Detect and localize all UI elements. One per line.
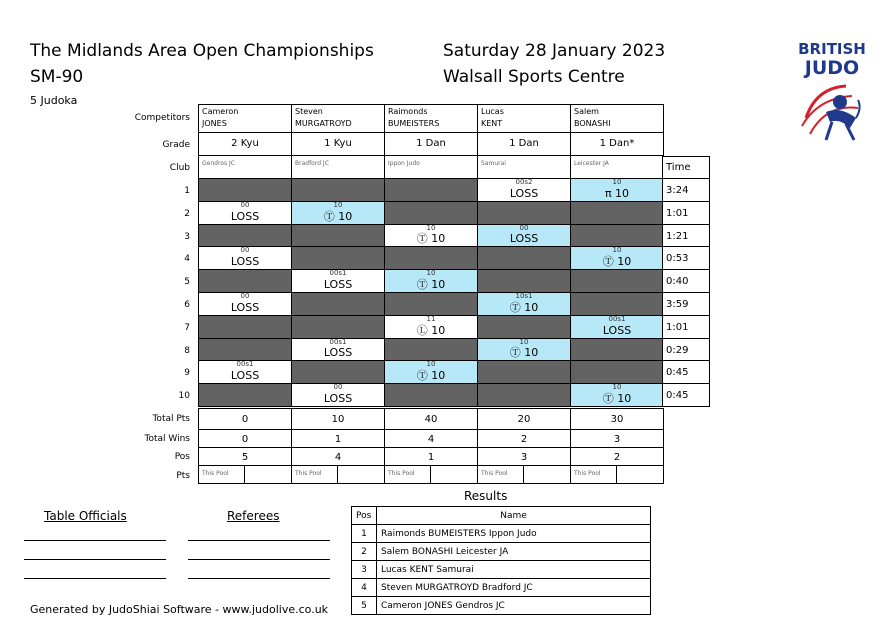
match-cell bbox=[570, 178, 664, 202]
footer-credit: Generated by JudoShiai Software - www.judolive.co.uk bbox=[30, 603, 329, 616]
match-cell bbox=[291, 201, 385, 225]
results-header-row bbox=[352, 507, 651, 525]
signature-line bbox=[188, 578, 330, 579]
competitor-first-name: Steven bbox=[295, 107, 323, 116]
match-cell bbox=[291, 246, 385, 270]
match-score: 00 bbox=[333, 383, 343, 391]
match-score: 10 bbox=[426, 269, 436, 277]
match-result: Ⓣ 10 bbox=[602, 255, 632, 268]
total-pts: 10 bbox=[291, 408, 385, 430]
match-cell bbox=[291, 315, 385, 339]
match-result: LOSS bbox=[323, 346, 353, 359]
results-title: Results bbox=[464, 489, 508, 503]
match-cell bbox=[570, 383, 664, 407]
match-score: 00s1 bbox=[329, 269, 347, 277]
match-cell bbox=[384, 269, 478, 293]
match-result: LOSS bbox=[230, 255, 260, 268]
match-cell bbox=[291, 178, 385, 202]
time-header: Time bbox=[662, 156, 710, 179]
match-cell bbox=[198, 246, 292, 270]
result-pos: 1 bbox=[352, 525, 377, 543]
signature-line bbox=[24, 578, 166, 579]
event-title: The Midlands Area Open Championships bbox=[30, 41, 374, 61]
competitor-name-cell bbox=[198, 104, 292, 133]
result-name: Raimonds BUMEISTERS Ippon Judo bbox=[377, 525, 651, 543]
match-cell bbox=[477, 201, 571, 225]
competitor-grade: 1 Dan bbox=[477, 132, 571, 156]
match-score: 10 bbox=[333, 201, 343, 209]
total-pts: 40 bbox=[384, 408, 478, 430]
match-number: 3 bbox=[184, 232, 190, 242]
match-cell bbox=[384, 178, 478, 202]
event-date: Saturday 28 January 2023 bbox=[443, 41, 666, 61]
label-grade: Grade bbox=[162, 140, 190, 150]
match-cell bbox=[477, 338, 571, 361]
match-cell bbox=[477, 269, 571, 293]
pool-points-divider bbox=[337, 466, 338, 483]
pool-points-divider bbox=[616, 466, 617, 483]
match-number: 1 bbox=[184, 186, 190, 196]
match-result: Ⓣ 10 bbox=[416, 369, 446, 382]
event-venue: Walsall Sports Centre bbox=[443, 67, 625, 87]
match-cell bbox=[198, 292, 292, 316]
match-score: 00s2 bbox=[515, 178, 533, 186]
match-cell bbox=[384, 383, 478, 407]
match-score: 10 bbox=[612, 383, 622, 391]
match-number: 10 bbox=[178, 391, 190, 401]
match-cell bbox=[570, 269, 664, 293]
british-judo-logo bbox=[796, 40, 868, 150]
match-cell bbox=[384, 338, 478, 361]
match-cell bbox=[384, 246, 478, 270]
match-cell bbox=[570, 338, 664, 361]
signature-line bbox=[188, 540, 330, 541]
match-cell bbox=[570, 246, 664, 270]
position: 3 bbox=[477, 447, 571, 466]
match-number: 6 bbox=[184, 300, 190, 310]
judoka-count: 5 Judoka bbox=[30, 94, 78, 107]
match-result: LOSS bbox=[323, 278, 353, 291]
match-score: 10s1 bbox=[515, 292, 533, 300]
match-cell bbox=[477, 224, 571, 247]
results-row bbox=[352, 579, 651, 597]
match-time: 0:45 bbox=[662, 360, 710, 384]
competitor-first-name: Salem bbox=[574, 107, 599, 116]
match-cell bbox=[570, 315, 664, 339]
match-score: 10 bbox=[612, 246, 622, 254]
label-pts: Pts bbox=[176, 471, 190, 481]
match-cell bbox=[291, 224, 385, 247]
results-col-name: Name bbox=[377, 507, 651, 525]
match-cell bbox=[198, 383, 292, 407]
match-result: Ⓣ 10 bbox=[602, 392, 632, 405]
total-wins: 2 bbox=[477, 429, 571, 448]
match-cell bbox=[477, 292, 571, 316]
competitor-club: Samurai bbox=[477, 155, 571, 179]
match-time: 1:21 bbox=[662, 224, 710, 247]
match-time: 1:01 bbox=[662, 315, 710, 339]
competitor-first-name: Raimonds bbox=[388, 107, 428, 116]
match-cell bbox=[384, 201, 478, 225]
match-time: 0:45 bbox=[662, 383, 710, 407]
signature-line bbox=[24, 559, 166, 560]
pool-points-divider bbox=[430, 466, 431, 483]
result-name: Steven MURGATROYD Bradford JC bbox=[377, 579, 651, 597]
competitor-name-cell bbox=[291, 104, 385, 133]
competitor-first-name: Cameron bbox=[202, 107, 239, 116]
match-score: 10 bbox=[519, 338, 529, 346]
signature-line bbox=[24, 540, 166, 541]
total-pts: 20 bbox=[477, 408, 571, 430]
match-result: Ⓣ 10 bbox=[416, 232, 446, 245]
match-time: 1:01 bbox=[662, 201, 710, 225]
competitor-last-name: MURGATROYD bbox=[295, 119, 352, 128]
match-cell bbox=[291, 292, 385, 316]
match-number: 7 bbox=[184, 323, 190, 333]
competitor-club: Gendros JC bbox=[198, 155, 292, 179]
label-total-pts: Total Pts bbox=[152, 414, 190, 424]
total-pts: 30 bbox=[570, 408, 664, 430]
match-result: LOSS bbox=[230, 210, 260, 223]
match-cell bbox=[291, 338, 385, 361]
match-number: 2 bbox=[184, 209, 190, 219]
label-club: Club bbox=[169, 163, 190, 173]
match-cell bbox=[477, 315, 571, 339]
match-cell bbox=[198, 178, 292, 202]
result-pos: 5 bbox=[352, 597, 377, 615]
pool-points: This Pool bbox=[384, 465, 478, 484]
pool-points-divider bbox=[244, 466, 245, 483]
match-result: Ⓣ 10 bbox=[509, 301, 539, 314]
match-number: 8 bbox=[184, 346, 190, 356]
match-result: LOSS bbox=[323, 392, 353, 405]
total-wins: 4 bbox=[384, 429, 478, 448]
match-cell bbox=[570, 224, 664, 247]
judoka-emblem-icon bbox=[796, 78, 868, 146]
results-row bbox=[352, 597, 651, 615]
position: 5 bbox=[198, 447, 292, 466]
category: SM-90 bbox=[30, 67, 84, 87]
match-cell bbox=[198, 269, 292, 293]
competitor-grade: 2 Kyu bbox=[198, 132, 292, 156]
match-cell bbox=[477, 178, 571, 202]
match-score: 11 bbox=[426, 315, 436, 323]
result-pos: 2 bbox=[352, 543, 377, 561]
match-cell bbox=[384, 224, 478, 247]
position: 2 bbox=[570, 447, 664, 466]
match-score: 00 bbox=[240, 292, 250, 300]
match-score: 00s1 bbox=[236, 360, 254, 368]
match-score: 00 bbox=[240, 246, 250, 254]
competitor-grade: 1 Dan* bbox=[570, 132, 664, 156]
competitor-last-name: KENT bbox=[481, 119, 503, 128]
pool-points: This Pool bbox=[477, 465, 571, 484]
pool-points: This Pool bbox=[291, 465, 385, 484]
match-score: 00 bbox=[240, 201, 250, 209]
results-col-pos: Pos bbox=[352, 507, 377, 525]
competitor-last-name: BUMEISTERS bbox=[388, 119, 440, 128]
match-cell bbox=[198, 360, 292, 384]
match-result: LOSS bbox=[509, 232, 539, 245]
match-time: 0:29 bbox=[662, 338, 710, 361]
table-officials-heading: Table Officials bbox=[44, 509, 127, 523]
result-pos: 3 bbox=[352, 561, 377, 579]
match-cell bbox=[291, 360, 385, 384]
match-result: LOSS bbox=[509, 187, 539, 200]
result-name: Cameron JONES Gendros JC bbox=[377, 597, 651, 615]
match-cell bbox=[384, 292, 478, 316]
match-cell bbox=[291, 269, 385, 293]
match-result: LOSS bbox=[230, 301, 260, 314]
competitor-last-name: BONASHI bbox=[574, 119, 611, 128]
competitor-name-cell bbox=[477, 104, 571, 133]
results-row bbox=[352, 543, 651, 561]
match-cell bbox=[198, 224, 292, 247]
label-competitors: Competitors bbox=[134, 113, 190, 123]
match-cell bbox=[477, 246, 571, 270]
result-pos: 4 bbox=[352, 579, 377, 597]
match-score: 10 bbox=[426, 360, 436, 368]
match-result: Ⓣ 10 bbox=[509, 346, 539, 359]
results-row bbox=[352, 525, 651, 543]
competitor-grade: 1 Kyu bbox=[291, 132, 385, 156]
competitor-name-cell bbox=[384, 104, 478, 133]
logo-line1: BRITISH bbox=[798, 40, 866, 58]
pool-points: This Pool bbox=[198, 465, 292, 484]
pool-points: This Pool bbox=[570, 465, 664, 484]
match-time: 3:24 bbox=[662, 178, 710, 202]
results-table bbox=[351, 506, 651, 615]
match-result: LOSS bbox=[602, 324, 632, 337]
competitor-name-cell bbox=[570, 104, 664, 133]
match-cell bbox=[384, 315, 478, 339]
match-cell bbox=[198, 338, 292, 361]
label-total-wins: Total Wins bbox=[144, 434, 190, 444]
match-score: 10 bbox=[426, 224, 436, 232]
match-result: LOSS bbox=[230, 369, 260, 382]
match-cell bbox=[198, 201, 292, 225]
match-score: 10 bbox=[612, 178, 622, 186]
match-score: 00s1 bbox=[608, 315, 626, 323]
match-score: 00 bbox=[519, 224, 529, 232]
match-result: Ⓣ 10 bbox=[323, 210, 353, 223]
match-time: 0:40 bbox=[662, 269, 710, 293]
results-row bbox=[352, 561, 651, 579]
result-name: Salem BONASHI Leicester JA bbox=[377, 543, 651, 561]
match-cell bbox=[477, 360, 571, 384]
total-wins: 0 bbox=[198, 429, 292, 448]
match-cell bbox=[198, 315, 292, 339]
competitor-club: Leicester JA bbox=[570, 155, 664, 179]
result-name: Lucas KENT Samurai bbox=[377, 561, 651, 579]
pool-points-divider bbox=[523, 466, 524, 483]
match-result: π 10 bbox=[604, 187, 630, 200]
match-cell bbox=[477, 383, 571, 407]
match-result: Ⓛ 10 bbox=[416, 324, 446, 337]
match-number: 4 bbox=[184, 254, 190, 264]
match-time: 3:59 bbox=[662, 292, 710, 316]
position: 4 bbox=[291, 447, 385, 466]
competitor-grade: 1 Dan bbox=[384, 132, 478, 156]
position: 1 bbox=[384, 447, 478, 466]
label-pos: Pos bbox=[174, 452, 190, 462]
match-cell bbox=[570, 292, 664, 316]
match-number: 9 bbox=[184, 368, 190, 378]
match-result: Ⓣ 10 bbox=[416, 278, 446, 291]
competitor-club: Bradford JC bbox=[291, 155, 385, 179]
logo-line2: JUDO bbox=[804, 57, 860, 79]
match-cell bbox=[570, 360, 664, 384]
referees-heading: Referees bbox=[227, 509, 280, 523]
match-number: 5 bbox=[184, 277, 190, 287]
match-cell bbox=[384, 360, 478, 384]
competitor-first-name: Lucas bbox=[481, 107, 504, 116]
total-wins: 1 bbox=[291, 429, 385, 448]
match-score: 00s1 bbox=[329, 338, 347, 346]
match-time: 0:53 bbox=[662, 246, 710, 270]
total-pts: 0 bbox=[198, 408, 292, 430]
signature-line bbox=[188, 559, 330, 560]
total-wins: 3 bbox=[570, 429, 664, 448]
competitor-club: Ippon Judo bbox=[384, 155, 478, 179]
match-cell bbox=[570, 201, 664, 225]
competitor-last-name: JONES bbox=[202, 119, 227, 128]
match-cell bbox=[291, 383, 385, 407]
